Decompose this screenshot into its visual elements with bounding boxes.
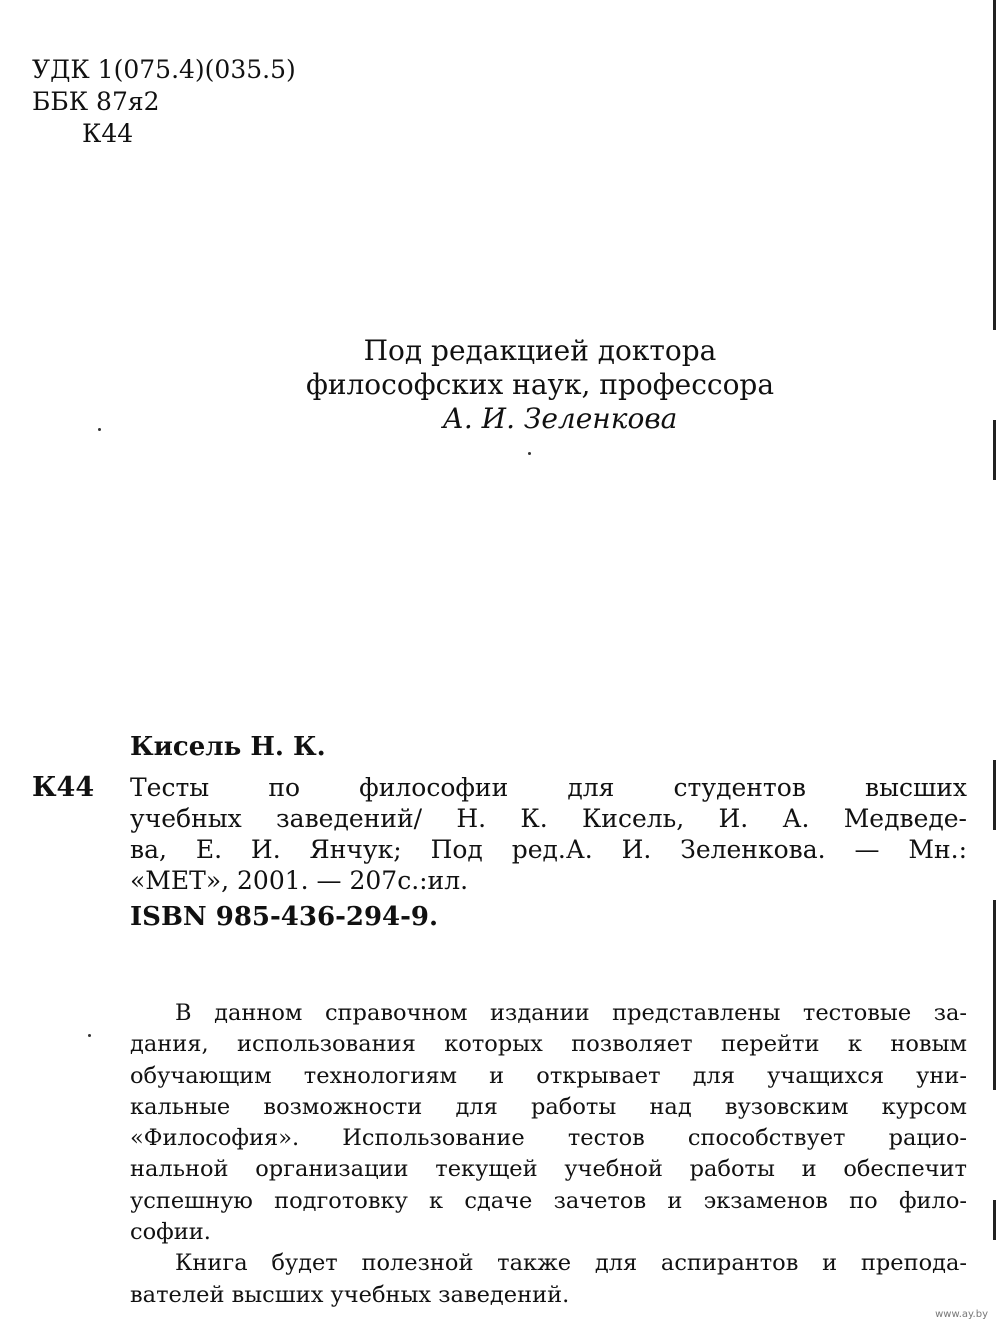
description-line: «МЕТ», 2001. — 207с.:ил. bbox=[130, 866, 469, 895]
record-description bbox=[130, 772, 967, 896]
scan-edge-mark bbox=[993, 0, 996, 330]
description-line: ва, Е. И. Янчук; Под ред.А. И. Зеленкова. — Мн.: bbox=[130, 835, 967, 864]
scan-edge-mark bbox=[993, 760, 996, 830]
annotation-line: нальной организации текущей учебной работы и обеспечит bbox=[130, 1156, 967, 1183]
annotation-line: кальные возможности для работы над вузовским курсом bbox=[130, 1093, 967, 1120]
annotation-line: софии. bbox=[130, 1219, 211, 1246]
annotation-line: В данном справочном издании представлены тестовые за- bbox=[175, 1000, 967, 1026]
annotation-line: обучающим технологиям и открывает для учащихся уни- bbox=[130, 1062, 967, 1089]
annotation-line: Книга будет полезной также для аспирантов и препода- bbox=[175, 1250, 967, 1277]
isbn: ISBN 985-436-294-9. bbox=[130, 902, 439, 932]
annotation-line: успешную подготовку к сдаче зачетов и экзаменов по фило- bbox=[130, 1187, 967, 1214]
bbk-code: ББК 87я2 bbox=[32, 87, 160, 116]
editor-credit bbox=[250, 334, 830, 436]
record-author: Кисель Н. К. bbox=[130, 732, 326, 762]
scan-speck bbox=[98, 428, 101, 431]
editor-name: А. И. Зеленкова bbox=[442, 402, 678, 435]
classification-codes bbox=[32, 54, 296, 150]
record-index: К44 bbox=[32, 772, 95, 803]
description-line: учебных заведений/ Н. К. Кисель, И. А. Медведе- bbox=[130, 804, 967, 833]
scan-edge-mark bbox=[993, 900, 996, 1090]
editor-line-1: Под редакцией доктора bbox=[363, 334, 717, 367]
annotation bbox=[130, 998, 967, 1311]
scan-speck bbox=[528, 452, 531, 455]
scan-edge-mark bbox=[993, 1200, 996, 1240]
udk-code: УДК 1(075.4)(035.5) bbox=[32, 55, 296, 84]
scan-speck bbox=[88, 1034, 91, 1037]
editor-line-2: философских наук, профессора bbox=[305, 368, 775, 401]
annotation-line: вателей высших учебных заведений. bbox=[130, 1281, 570, 1308]
annotation-line: «Философия». Использование тестов способствует рацио- bbox=[130, 1125, 967, 1152]
watermark: www.ay.by bbox=[935, 1309, 988, 1320]
description-line: Тесты по философии для студентов высших bbox=[130, 773, 967, 802]
author-mark: К44 bbox=[82, 119, 134, 148]
scan-edge-mark bbox=[993, 420, 996, 480]
annotation-line: дания, использования которых позволяет перейти к новым bbox=[130, 1031, 967, 1058]
